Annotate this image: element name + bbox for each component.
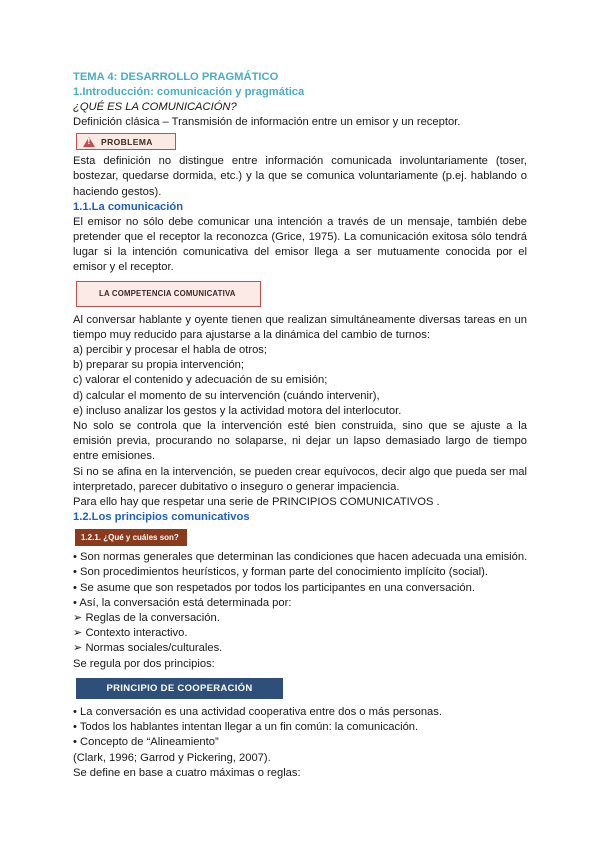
document-page xyxy=(73,70,527,781)
competence-label: LA COMPETENCIA COMUNICATIVA xyxy=(99,289,236,299)
section-intro-title: 1.Introducción: comunicación y pragmática xyxy=(73,86,305,98)
closing-text: Se define en base a cuatro máximas o reglas: xyxy=(73,766,301,779)
bullet-item: • Son procedimientos heurísticos, y forman parte del conocimiento implícito (social). xyxy=(73,566,488,579)
bullet-item: • Todos los hablantes intentan llegar a un fin común: la comunicación. xyxy=(73,721,419,734)
bullet-item: • Así, la conversación está determinada por: xyxy=(73,596,292,609)
competence-paragraph-1: No solo se controla que la intervención esté bien construida, sino que se ajuste a la emisión previa, procurando no solaparse, ni dejar un lapso demasiado largo de tiempo entre emisiones. xyxy=(73,420,527,463)
arrow-item: ➢ Normas sociales/culturales. xyxy=(73,642,223,655)
warning-icon xyxy=(83,137,95,147)
competence-intro: Al conversar hablante y oyente tienen que realizan simultáneamente diversas tareas en un tiempo muy reducido para ajustarse a la dinámica del cambio de turnos: xyxy=(73,313,527,341)
regula-text: Se regula por dos principios: xyxy=(73,657,215,670)
citation: (Clark, 1996; Garrod y Pickering, 2007). xyxy=(73,751,271,764)
bullet-item: • Concepto de “Alineamiento” xyxy=(73,736,219,749)
competence-paragraph-3: Para ello hay que respetar una serie de PRINCIPIOS COMUNICATIVOS . xyxy=(73,496,440,509)
arrow-item: ➢ Contexto interactivo. xyxy=(73,627,188,640)
problem-text: Esta definición no distingue entre información comunicada involuntariamente (toser, bostezar, quedarse dormida, etc.) y la que se comunica voluntariamente (p.ej. hablando o haciendo gestos). xyxy=(73,155,527,198)
section-1-2-title: 1.2.Los principios comunicativos xyxy=(73,511,250,524)
bullet-item: • Son normas generales que determinan las condiciones que hacen adecuada una emisión. xyxy=(73,551,528,564)
list-item: a) percibir y procesar el habla de otros; xyxy=(73,344,268,357)
list-item: b) preparar su propia intervención; xyxy=(73,359,245,372)
subsection-box: 1.2.1. ¿Qué y cuáles son? xyxy=(75,529,187,546)
list-item: e) incluso analizar los gestos y la actividad motora del interlocutor. xyxy=(73,404,402,417)
section-1-1-title: 1.1.La comunicación xyxy=(73,200,184,213)
cooperation-box: PRINCIPIO DE COOPERACIÓN xyxy=(76,678,283,699)
bullet-item: • La conversación es una actividad cooperativa entre dos o más personas. xyxy=(73,705,442,718)
doc-title: TEMA 4: DESARROLLO PRAGMÁTICO xyxy=(73,71,279,83)
competence-paragraph-2: Si no se afina en la intervención, se pueden crear equívocos, decir algo que pueda ser mal interpretado, parecer dubitativo o inseguro o generar impaciencia. xyxy=(73,465,527,493)
section-1-1-text: El emisor no sólo debe comunicar una intención a través de un mensaje, también debe pretender que el receptor la reconozca (Grice, 1975). La comunicación exitosa sólo tendrá lugar si la intención comunicativa del emisor llega a ser mutuamente conocida por el emisor y el receptor. xyxy=(73,215,527,274)
arrow-item: ➢ Reglas de la conversación. xyxy=(73,612,220,625)
list-item: c) valorar el contenido y adecuación de su emisión; xyxy=(73,374,328,387)
problem-box xyxy=(76,133,176,150)
list-item: d) calcular el momento de su intervención (cuándo intervenir), xyxy=(73,389,380,402)
competence-box xyxy=(76,281,261,307)
classic-definition: Definición clásica – Transmisión de información entre un emisor y un receptor. xyxy=(73,116,461,128)
question-heading: ¿QUÉ ES LA COMUNICACIÓN? xyxy=(73,101,237,113)
bullet-item: • Se asume que son respetados por todos los participantes en una conversación. xyxy=(73,581,475,594)
problem-label: PROBLEMA xyxy=(101,136,153,147)
